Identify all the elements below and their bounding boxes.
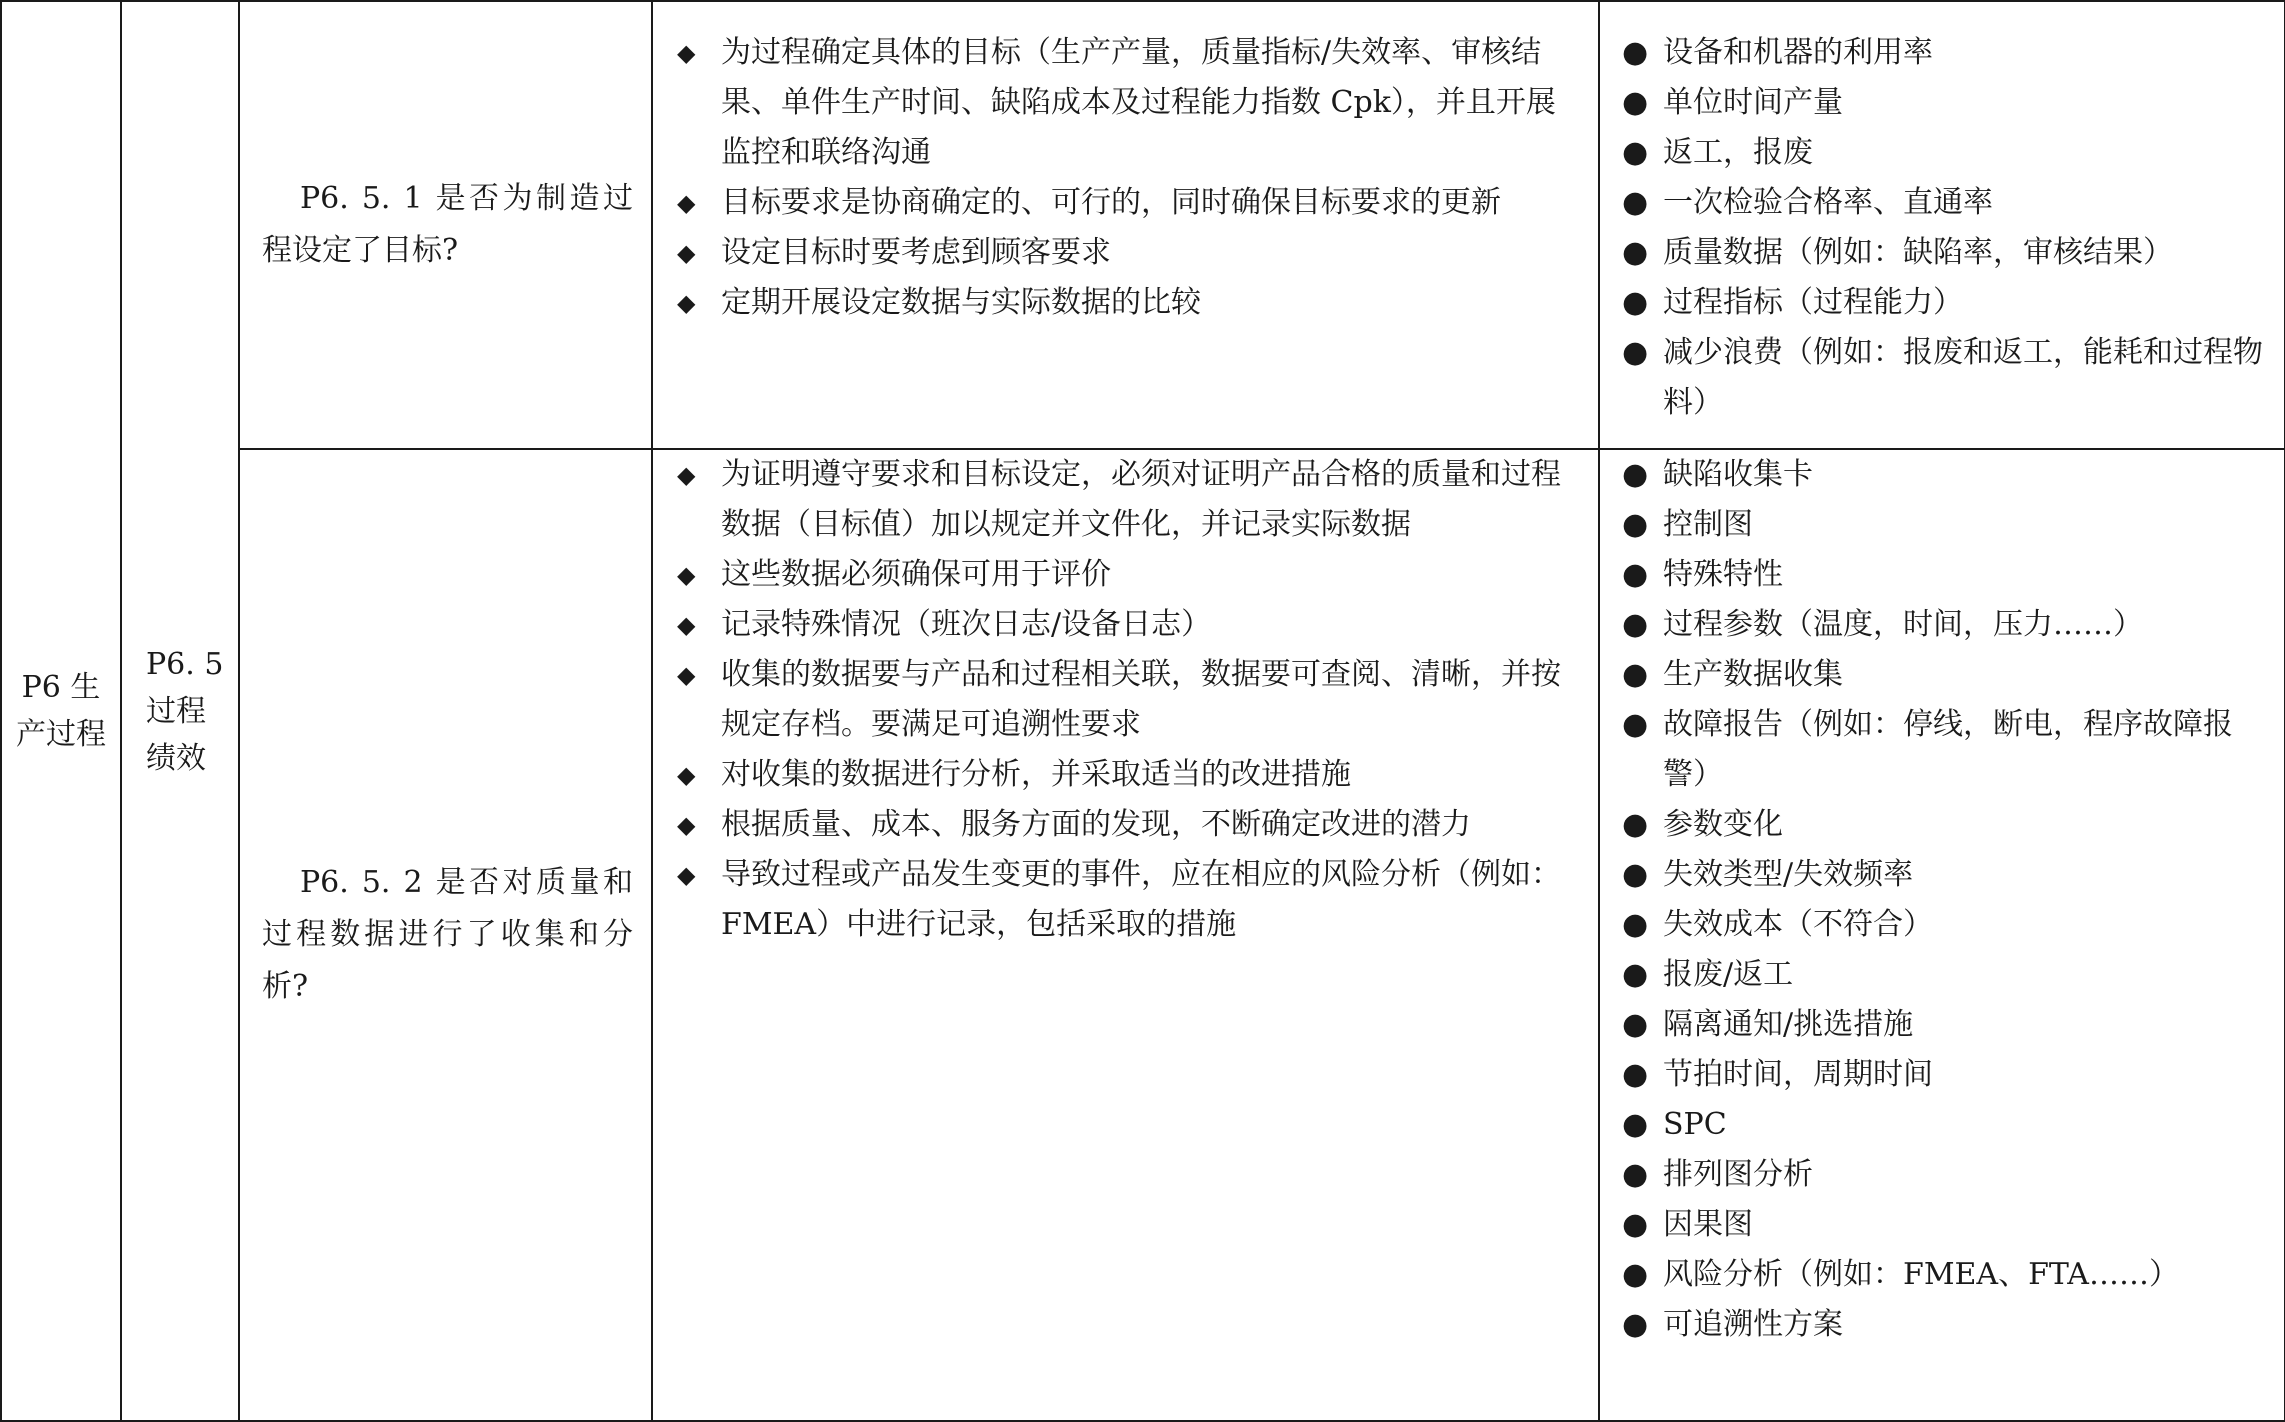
example-item: ● 返工，报废	[1622, 128, 2266, 178]
example-item: ● 故障报告（例如：停线，断电，程序故障报警）	[1622, 700, 2266, 800]
section-label-line2: 过程	[146, 693, 206, 729]
example-item: ● 特殊特性	[1622, 550, 2266, 600]
table-row	[1, 1, 2285, 449]
example-item: ● 参数变化	[1622, 800, 2266, 850]
requirements-list	[677, 450, 1576, 950]
example-item: ● 缺陷收集卡	[1622, 450, 2266, 500]
requirements-cell	[652, 449, 1599, 1421]
requirement-item: ◆ 目标要求是协商确定的、可行的，同时确保目标要求的更新	[677, 178, 1576, 228]
examples-cell	[1599, 449, 2285, 1421]
section-label-line3: 绩效	[146, 740, 206, 776]
requirements-list	[677, 28, 1576, 328]
requirements-cell	[652, 1, 1599, 449]
question-text: P6. 5. 1 是否为制造过程设定了目标?	[262, 181, 633, 268]
example-item: ● 设备和机器的利用率	[1622, 28, 2266, 78]
examples-list	[1622, 28, 2266, 428]
question-text: P6. 5. 2 是否对质量和过程数据进行了收集和分析?	[262, 865, 633, 1004]
example-item: ● 可追溯性方案	[1622, 1300, 2266, 1350]
example-item: ● 风险分析（例如：FMEA、FTA……）	[1622, 1250, 2266, 1300]
requirement-item: ◆ 为证明遵守要求和目标设定，必须对证明产品合格的质量和过程数据（目标值）加以规定并文件化，并记录实际数据	[677, 450, 1576, 550]
question-cell	[239, 1, 652, 449]
example-item: ● 质量数据（例如：缺陷率，审核结果）	[1622, 228, 2266, 278]
examples-list	[1622, 450, 2266, 1350]
requirement-item: ◆ 记录特殊情况（班次日志/设备日志）	[677, 600, 1576, 650]
question-cell	[239, 449, 652, 1421]
table-row	[1, 449, 2285, 1421]
example-item: ● 报废/返工	[1622, 950, 2266, 1000]
example-item: ● SPC	[1622, 1100, 2266, 1150]
requirement-item: ◆ 收集的数据要与产品和过程相关联，数据要可查阅、清晰，并按规定存档。要满足可追溯性要求	[677, 650, 1576, 750]
chapter-cell	[1, 1, 121, 1421]
section-cell	[121, 1, 239, 1421]
chapter-label-line2: 产过程	[16, 717, 106, 752]
requirement-item: ◆ 根据质量、成本、服务方面的发现，不断确定改进的潜力	[677, 800, 1576, 850]
requirement-item: ◆ 设定目标时要考虑到顾客要求	[677, 228, 1576, 278]
requirement-item: ◆ 为过程确定具体的目标（生产产量，质量指标/失效率、审核结果、单件生产时间、缺陷成本及过程能力指数 Cpk），并且开展监控和联络沟通	[677, 28, 1576, 178]
example-item: ● 过程参数（温度，时间，压力……）	[1622, 600, 2266, 650]
example-item: ● 因果图	[1622, 1200, 2266, 1250]
requirement-item: ◆ 对收集的数据进行分析，并采取适当的改进措施	[677, 750, 1576, 800]
example-item: ● 失效成本（不符合）	[1622, 900, 2266, 950]
requirement-item: ◆ 导致过程或产品发生变更的事件，应在相应的风险分析（例如：FMEA）中进行记录，包括采取的措施	[677, 850, 1576, 950]
example-item: ● 隔离通知/挑选措施	[1622, 1000, 2266, 1050]
requirement-item: ◆ 定期开展设定数据与实际数据的比较	[677, 278, 1576, 328]
requirement-item: ◆ 这些数据必须确保可用于评价	[677, 550, 1576, 600]
example-item: ● 一次检验合格率、直通率	[1622, 178, 2266, 228]
example-item: ● 减少浪费（例如：报废和返工，能耗和过程物料）	[1622, 328, 2266, 428]
example-item: ● 控制图	[1622, 500, 2266, 550]
example-item: ● 节拍时间，周期时间	[1622, 1050, 2266, 1100]
section-label-line1: P6. 5	[146, 646, 224, 682]
examples-cell	[1599, 1, 2285, 449]
example-item: ● 单位时间产量	[1622, 78, 2266, 128]
example-item: ● 生产数据收集	[1622, 650, 2266, 700]
example-item: ● 排列图分析	[1622, 1150, 2266, 1200]
chapter-label-line1: P6 生	[21, 670, 101, 705]
example-item: ● 过程指标（过程能力）	[1622, 278, 2266, 328]
example-item: ● 失效类型/失效频率	[1622, 850, 2266, 900]
